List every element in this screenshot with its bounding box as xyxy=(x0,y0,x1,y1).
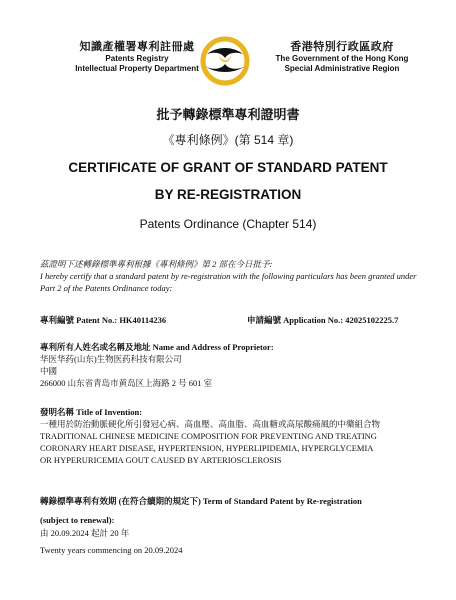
invention-title-en-2: CORONARY HEART DISEASE, HYPERTENSION, HYPERLIPIDEMIA, HYPERGLYCEMIA xyxy=(40,443,374,453)
certify-en: I hereby certify that a standard patent by re-registration with the following particulars has been granted under Part 2 of the Patents Ordinance today: xyxy=(40,271,417,293)
certificate-title-en-line2: BY RE-REGISTRATION xyxy=(154,187,302,202)
invention-title-en-1: TRADITIONAL CHINESE MEDICINE COMPOSITION FOR PREVENTING AND TREATING xyxy=(40,431,377,441)
numbers-row xyxy=(40,314,430,326)
proprietor-label: 專利所有人姓名或名稱及地址 Name and Address of Proprietor: xyxy=(40,342,274,352)
hong-kong-bauhinia-emblem-icon xyxy=(199,36,251,86)
certify-statement xyxy=(40,258,430,294)
certificate-title-en-line1: CERTIFICATE OF GRANT OF STANDARD PATENT xyxy=(68,160,388,175)
government-name-en-2: Special Administrative Region xyxy=(284,64,400,73)
application-number: 申請編號 Application No.: 42025102225.7 xyxy=(247,315,399,325)
registry-name-cn: 知識產權署專利註冊處 xyxy=(79,41,195,53)
proprietor-section xyxy=(40,341,430,389)
term-cn: 由 20.09.2024 起計 20 年 xyxy=(40,528,130,538)
term-section xyxy=(40,495,430,557)
department-name-en: Intellectual Property Department xyxy=(75,64,199,73)
invention-label: 發明名稱 Title of Invention: xyxy=(40,407,143,417)
invention-title-en-3: OR HYPERURICEMIA GOUT CAUSED BY ARTERIOSCLEROSIS xyxy=(40,455,282,465)
term-label-2: (subject to renewal): xyxy=(40,515,115,525)
proprietor-name: 华医华药(山东)生物医药科技有限公司 xyxy=(40,354,182,364)
ordinance-en: Patents Ordinance (Chapter 514) xyxy=(139,217,317,231)
header-right xyxy=(252,38,432,74)
invention-title-cn: 一種用於防治動脈硬化所引發冠心病、高血壓、高血脂、高血糖或高尿酸痛風的中藥組合物 xyxy=(40,419,381,429)
proprietor-country: 中國 xyxy=(40,366,58,376)
invention-section xyxy=(40,406,430,466)
term-label-1: 轉錄標準專利有效期 (在符合續期的規定下) Term of Standard Patent by Re-registration xyxy=(40,496,362,506)
patent-number: 專利編號 Patent No.: HK40114236 xyxy=(40,315,167,325)
term-en: Twenty years commencing on 20.09.2024 xyxy=(40,545,183,555)
certify-cn: 茲證明下述轉錄標準專利根據《專利條例》第 2 部在今日批予: xyxy=(40,259,273,269)
government-name-cn: 香港特別行政區政府 xyxy=(290,41,394,53)
government-name-en-1: The Government of the Hong Kong xyxy=(275,54,409,63)
ordinance-cn: 《專利條例》(第 514 章) xyxy=(162,133,294,147)
proprietor-address: 266000 山东省青岛市黄岛区上海路 2 号 601 室 xyxy=(40,378,213,388)
registry-name-en: Patents Registry xyxy=(105,54,169,63)
certificate-title-cn: 批予轉錄標準專利證明書 xyxy=(156,107,300,122)
